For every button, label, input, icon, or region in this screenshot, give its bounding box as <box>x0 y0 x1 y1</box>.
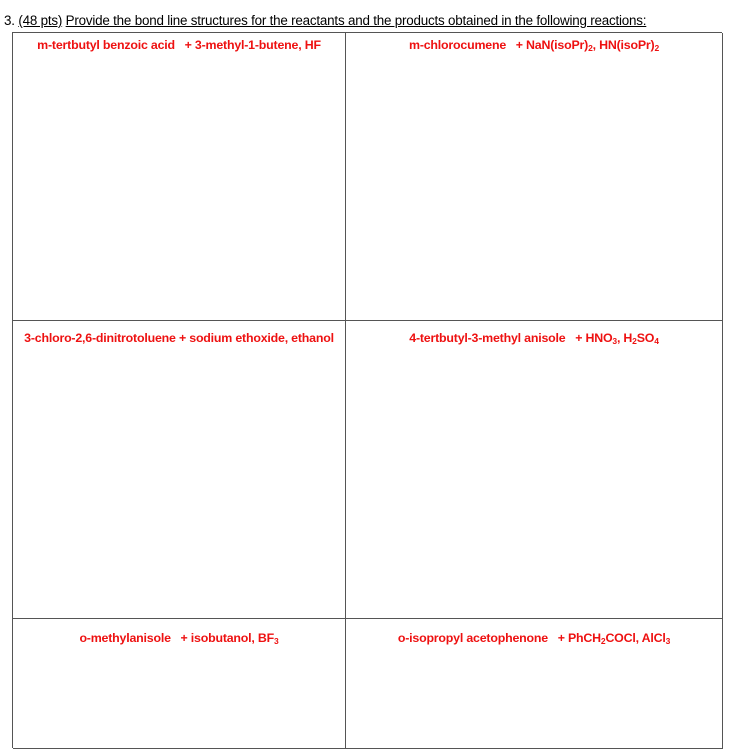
question-number: 3. <box>4 13 15 28</box>
answer-box-5 <box>13 619 346 749</box>
question-stem: Provide the bond line structures for the reactants and the products obtained in the following reactions: <box>65 13 647 28</box>
reagents-label <box>185 38 321 52</box>
answer-box-6 <box>346 619 723 749</box>
reactant-name: 4-tertbutyl-3-methyl anisole <box>409 331 566 345</box>
question-prompt <box>4 13 646 28</box>
subscript: 3 <box>612 336 617 346</box>
subscript: 4 <box>654 336 659 346</box>
reagents-label <box>575 331 659 345</box>
reagent-text: + HNO <box>575 331 613 345</box>
reagents-label <box>181 631 279 645</box>
subscript: 2 <box>632 336 637 346</box>
reagent-text: , H <box>616 331 633 345</box>
reagents-label <box>558 631 670 645</box>
reaction-label <box>346 38 722 52</box>
reactant-name: m-tertbutyl benzoic acid <box>37 38 175 52</box>
question-points: (48 pts) <box>18 13 63 28</box>
answer-box-4 <box>346 321 723 619</box>
answer-box-3 <box>13 321 346 619</box>
reagent-text: + 3-methyl-1-butene, HF <box>184 38 321 52</box>
reagent-text: , HN(isoPr) <box>592 38 655 52</box>
reagent-text: COCl, AlCl <box>605 631 666 645</box>
reaction-label <box>13 331 345 345</box>
reactant-name: o-isopropyl acetophenone <box>397 631 548 645</box>
reagents-label <box>179 331 334 345</box>
reagent-text: + NaN(isoPr) <box>515 38 589 52</box>
reaction-label <box>13 38 345 52</box>
subscript: 3 <box>274 636 279 646</box>
answer-box-1 <box>13 33 346 321</box>
reaction-grid <box>12 32 722 748</box>
subscript: 3 <box>665 636 671 646</box>
reagent-text: + isobutanol, BF <box>180 631 275 645</box>
reactant-name: o-methylanisole <box>79 631 171 645</box>
answer-box-2 <box>346 33 723 321</box>
reagent-text: + sodium ethoxide, ethanol <box>178 331 334 345</box>
reagents-label <box>516 38 659 52</box>
reactant-name: 3-chloro-2,6-dinitrotoluene <box>24 331 176 345</box>
reaction-label <box>346 631 722 645</box>
reaction-label <box>346 331 722 345</box>
reagent-text: SO <box>636 331 655 345</box>
subscript: 2 <box>654 43 659 53</box>
reaction-label <box>13 631 345 645</box>
reagent-text: + PhCH <box>557 631 601 645</box>
subscript: 2 <box>600 636 606 646</box>
subscript: 2 <box>588 43 593 53</box>
reactant-name: m-chlorocumene <box>409 38 507 52</box>
